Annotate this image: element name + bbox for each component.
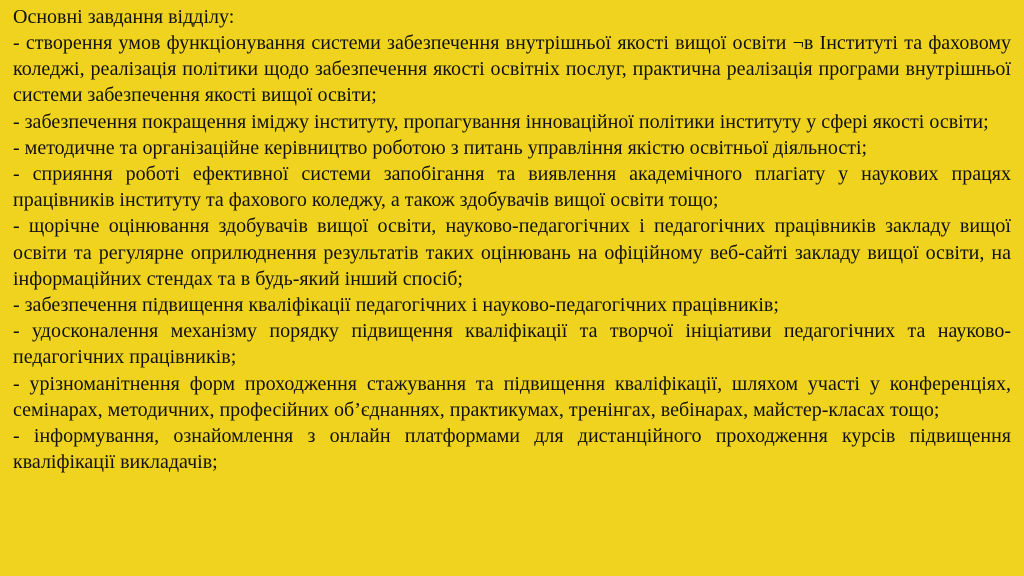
task-item: - щорічне оцінювання здобувачів вищої освіти, науково-педагогічних і педагогічних працівників закладу вищої освіти та регулярне оприлюднення результатів таких оцінювань на офіційному веб-сайті закладу вищої освіти, на інформаційних стендах та в будь-який інший спосіб; bbox=[13, 215, 1011, 290]
tasks-list bbox=[13, 30, 1011, 475]
task-item: - створення умов функціонування системи забезпечення внутрішньої якості вищої освіти ¬в Інституті та фаховому коледжі, реалізація політики щодо забезпечення якості освітніх послуг, практична реалізація програми внутрішньої системи забезпечення якості вищої освіти; bbox=[13, 32, 1011, 107]
task-item: - урізноманітнення форм проходження стажування та підвищення кваліфікації, шляхом участі у конференціях, семінарах, методичних, професійних об’єднаннях, практикумах, тренінгах, вебінарах, майстер-класах тощо; bbox=[13, 372, 1011, 421]
task-item: - забезпечення підвищення кваліфікації педагогічних і науково-педагогічних працівників; bbox=[13, 294, 779, 317]
task-item: - методичне та організаційне керівництво роботою з питань управління якістю освітньої діяльності; bbox=[13, 136, 868, 159]
slide-title: Основні завдання відділу: bbox=[13, 6, 235, 28]
task-item: - удосконалення механізму порядку підвищення кваліфікації та творчої ініціативи педагогічних та науково-педагогічних працівників; bbox=[13, 320, 1011, 369]
task-item: - забезпечення покращення іміджу інституту, пропагування інноваційної політики інституту у сфері якості освіти; bbox=[13, 110, 989, 133]
task-item: - інформування, ознайомлення з онлайн платформами для дистанційного проходження курсів підвищення кваліфікації викладачів; bbox=[13, 425, 1011, 474]
task-item: - сприяння роботі ефективної системи запобігання та виявлення академічного плагіату у наукових працях працівників інституту та фахового коледжу, а також здобувачів вищої освіти тощо; bbox=[13, 163, 1011, 212]
